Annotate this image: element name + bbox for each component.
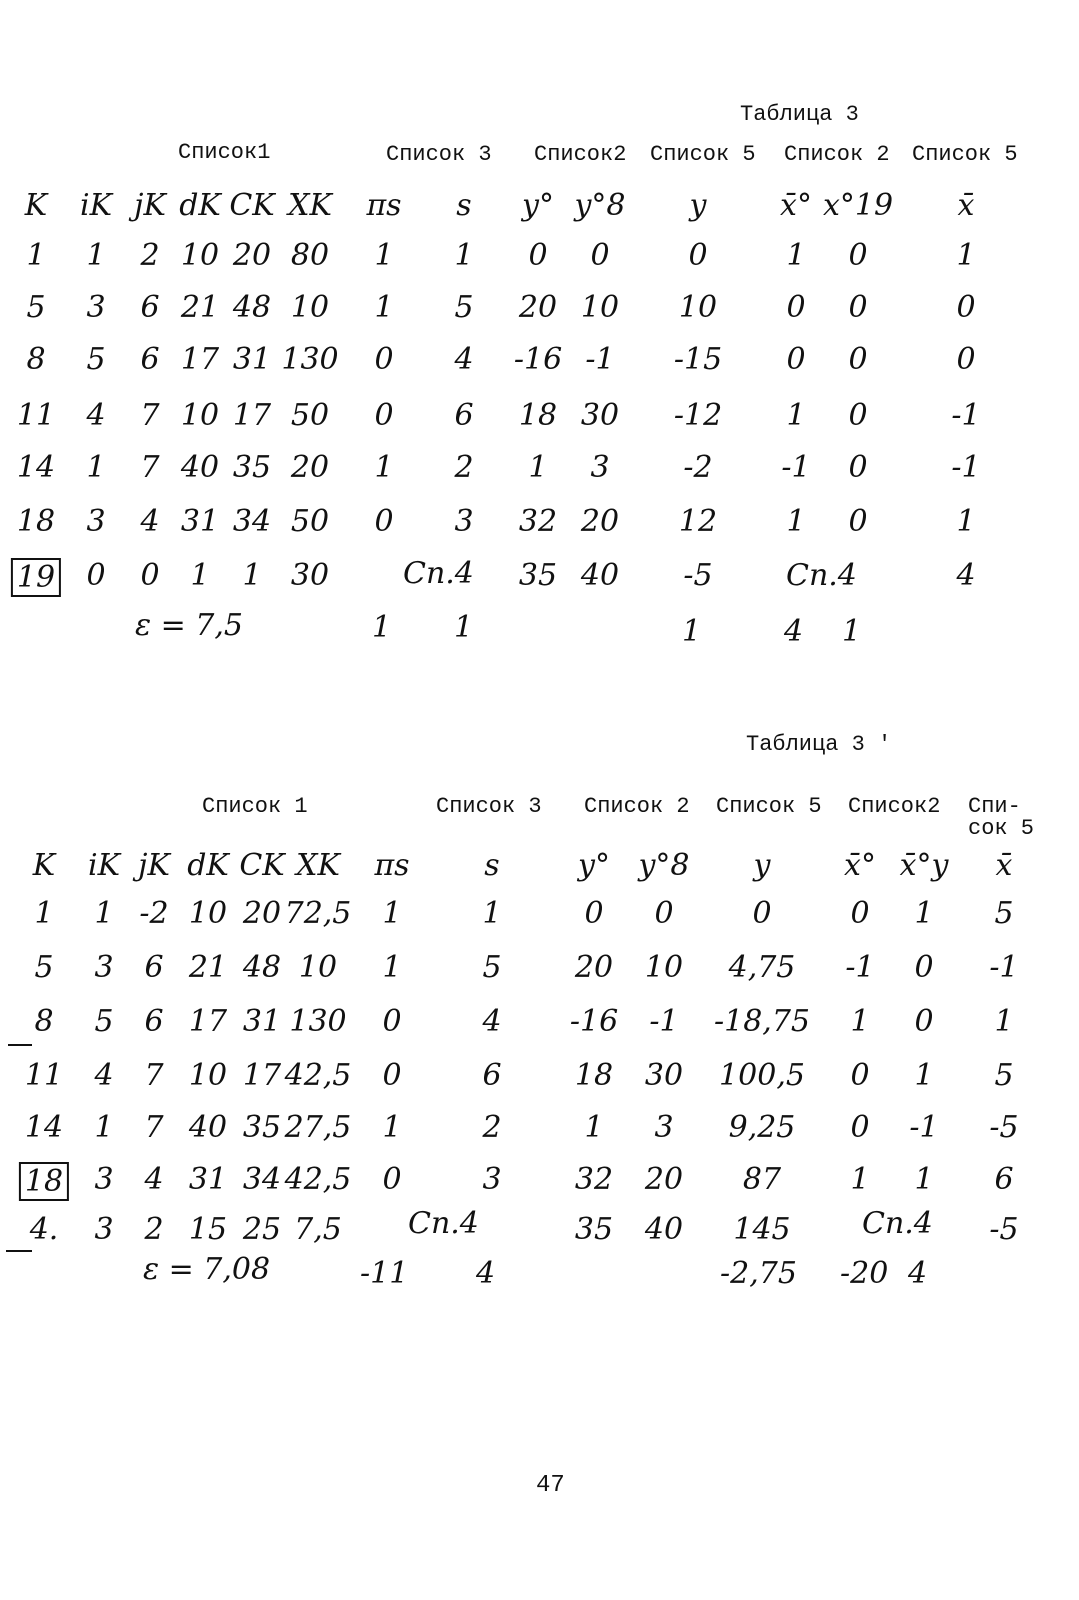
table2-cell-r5-c3: 31 (188, 1162, 228, 1197)
table2-cell-r5-c4: 34 (242, 1162, 282, 1197)
table2-cell-r5-c1: 3 (94, 1162, 114, 1197)
table2-cell-r2-c10: -18,75 (713, 1004, 811, 1039)
table1-cell-r2-c9: -1 (585, 342, 615, 377)
table2-cell-r3-c11: 0 (850, 1058, 870, 1093)
table2-cell-r4-c7: 2 (482, 1110, 502, 1145)
table2-cell-r0-c3: 10 (188, 896, 228, 931)
table1-cell-r5-c12: 0 (848, 504, 868, 539)
table2-header-1: iK (87, 848, 121, 883)
table1-cell-r5-c3: 31 (180, 504, 220, 539)
table1-cell-r5-c6: 0 (374, 504, 394, 539)
table2-sp-x: Сп.4 (862, 1206, 933, 1241)
table2-cell-r3-c5: 42,5 (284, 1058, 352, 1093)
table1-cell-r2-c6: 0 (374, 342, 394, 377)
table1-header-11: x̄° (780, 188, 812, 223)
table2-cell-r1-c8: 20 (574, 950, 614, 985)
table2-list-6a: Спи- (968, 794, 1021, 819)
table1-cell-r0-c3: 10 (180, 238, 220, 273)
table1-cell-r5-c13: 1 (956, 504, 976, 539)
table1-cell-r4-c8: 1 (528, 450, 548, 485)
table1-epsilon: ε = 7,5 (135, 608, 244, 643)
page-number: 47 (536, 1472, 565, 1499)
table2-list-2: Список 3 (436, 794, 542, 819)
table1-cell-r2-c3: 17 (180, 342, 220, 377)
table1-cell-r1-c12: 0 (848, 290, 868, 325)
table2-cell-r0-c8: 0 (584, 896, 604, 931)
table2-header-5: XK (296, 848, 340, 883)
table1-cell-r6-c8: 35 (518, 558, 558, 593)
table2-list-6b: сок 5 (968, 816, 1035, 841)
table1-list-1: Список1 (178, 140, 271, 165)
table2-cell-r2-c5: 130 (289, 1004, 347, 1039)
table1-sp-x: Сп.4 (786, 558, 857, 593)
table2-cell-r5-c5: 42,5 (284, 1162, 352, 1197)
table1-cell-r4-c12: 0 (848, 450, 868, 485)
table1-cell-r4-c2: 7 (140, 450, 160, 485)
table2-cell-r0-c10: 0 (752, 896, 772, 931)
table2-header-12: x̄°y (899, 848, 949, 883)
table1-cell-r6-c3: 1 (190, 558, 210, 593)
table1-cell-r2-c8: -16 (513, 342, 563, 377)
table1-cell-r5-c5: 50 (290, 504, 330, 539)
table1-header-13: x̄ (957, 188, 975, 223)
table2-cell-r6-c2: 2 (144, 1212, 164, 1247)
table1-cell-r6-c5: 30 (290, 558, 330, 593)
table1-sp-s: Сп.4 (403, 556, 474, 591)
table2-cell-r3-c13: 5 (994, 1058, 1014, 1093)
table1-cell-r0-c9: 0 (590, 238, 610, 273)
table2-cell-r2-c2: 6 (144, 1004, 164, 1039)
table2-cell-r1-c3: 21 (188, 950, 228, 985)
table1-list-4: Список 5 (650, 142, 756, 167)
table1-cell-r0-c8: 0 (528, 238, 548, 273)
table1-cell-r0-c11: 1 (786, 238, 806, 273)
table1-cell-r4-c9: 3 (590, 450, 610, 485)
table1-cell-r1-c7: 5 (454, 290, 474, 325)
table2-cell-r3-c3: 10 (188, 1058, 228, 1093)
table1-cell-r1-c13: 0 (956, 290, 976, 325)
table1-cell-r1-c9: 10 (580, 290, 620, 325)
table1-cell-r5-c7: 3 (454, 504, 474, 539)
table1-cell-r3-c2: 7 (140, 398, 160, 433)
table2-cell-r1-c6: 1 (382, 950, 402, 985)
table2-cell-r5-c11: 1 (850, 1162, 870, 1197)
table2-cell-r2-c1: 5 (94, 1004, 114, 1039)
table1-cell-r3-c0: 11 (16, 398, 56, 433)
table2-cell-r0-c7: 1 (482, 896, 502, 931)
table2-cell-r3-c7: 6 (482, 1058, 502, 1093)
table1-cell-r4-c7: 2 (454, 450, 474, 485)
table2-cell-r1-c9: 10 (644, 950, 684, 985)
table2-header-8: y° (578, 848, 610, 883)
table1-cell-r6-c0: 19 (11, 558, 61, 597)
table2-cell-r4-c9: 3 (654, 1110, 674, 1145)
table2-cell-r2-c7: 4 (482, 1004, 502, 1039)
table2-cell-r4-c12: -1 (909, 1110, 939, 1145)
table2-list-4: Список 5 (716, 794, 822, 819)
table1-cell-r3-c6: 0 (374, 398, 394, 433)
table1-footer-1: 1 (372, 610, 392, 645)
table1-cell-r2-c2: 6 (140, 342, 160, 377)
table2-cell-r3-c9: 30 (644, 1058, 684, 1093)
table1-header-2: jK (134, 188, 166, 223)
table1-cell-r3-c4: 17 (232, 398, 272, 433)
table1-cell-r1-c5: 10 (290, 290, 330, 325)
table2-cell-r1-c2: 6 (144, 950, 164, 985)
table1-cell-r0-c5: 80 (290, 238, 330, 273)
table2-cell-r0-c5: 72,5 (284, 896, 352, 931)
table2-list-1: Список 1 (202, 794, 308, 819)
margin-dash (6, 1250, 32, 1252)
table2-cell-r2-c12: 0 (914, 1004, 934, 1039)
table2-cell-r5-c6: 0 (382, 1162, 402, 1197)
table2-cell-r3-c8: 18 (574, 1058, 614, 1093)
table2-cell-r3-c6: 0 (382, 1058, 402, 1093)
table1-cell-r4-c10: -2 (683, 450, 713, 485)
table2-cell-r6-c5: 7,5 (294, 1212, 342, 1247)
table1-cell-r0-c4: 20 (232, 238, 272, 273)
table2-cell-r0-c4: 20 (242, 896, 282, 931)
table1-title: Таблица 3 (740, 102, 859, 127)
table2-cell-r5-c13: 6 (994, 1162, 1014, 1197)
table1-cell-r2-c13: 0 (956, 342, 976, 377)
table2-header-2: jK (138, 848, 170, 883)
table2-cell-r1-c10: 4,75 (728, 950, 796, 985)
table1-cell-r3-c9: 30 (580, 398, 620, 433)
table2-cell-r0-c1: 1 (94, 896, 114, 931)
table1-cell-r1-c3: 21 (180, 290, 220, 325)
table2-cell-r4-c6: 1 (382, 1110, 402, 1145)
table2-cell-r1-c5: 10 (298, 950, 338, 985)
table2-cell-r4-c10: 9,25 (728, 1110, 796, 1145)
table2-cell-r0-c13: 5 (994, 896, 1014, 931)
table1-cell-r4-c3: 40 (180, 450, 220, 485)
table2-cell-r2-c8: -16 (569, 1004, 619, 1039)
table2-cell-r4-c3: 40 (188, 1110, 228, 1145)
table2-header-6: πs (374, 848, 410, 883)
table1-cell-r0-c0: 1 (26, 238, 46, 273)
table1-header-3: dK (179, 188, 221, 223)
table2-cell-r6-c9: 40 (644, 1212, 684, 1247)
table2-header-13: x̄ (995, 848, 1013, 883)
table2-cell-r3-c0: 11 (24, 1058, 64, 1093)
table1-header-12: x°19 (822, 188, 894, 223)
table1-list-6: Список 5 (912, 142, 1018, 167)
table1-cell-r0-c2: 2 (140, 238, 160, 273)
table2-cell-r2-c3: 17 (188, 1004, 228, 1039)
table2-cell-r6-c4: 25 (242, 1212, 282, 1247)
table2-title: Таблица 3 ′ (746, 732, 892, 757)
table1-cell-r6-c13: 4 (956, 558, 976, 593)
table1-cell-r1-c6: 1 (374, 290, 394, 325)
table2-header-10: y (753, 848, 771, 883)
table1-cell-r4-c5: 20 (290, 450, 330, 485)
table1-header-1: iK (79, 188, 113, 223)
table1-cell-r6-c1: 0 (86, 558, 106, 593)
table1-cell-r0-c6: 1 (374, 238, 394, 273)
table2-list-5: Список2 (848, 794, 941, 819)
table2-cell-r4-c11: 0 (850, 1110, 870, 1145)
table1-cell-r3-c11: 1 (786, 398, 806, 433)
table1-header-7: s (456, 188, 472, 223)
table1-footer-4: 4 (784, 614, 804, 649)
table2-cell-r5-c7: 3 (482, 1162, 502, 1197)
table1-cell-r5-c1: 3 (86, 504, 106, 539)
table1-footer-2: 1 (454, 610, 474, 645)
table2-header-0: K (32, 848, 56, 883)
table2-sp-s: Сп.4 (408, 1206, 479, 1241)
table2-cell-r5-c9: 20 (644, 1162, 684, 1197)
table1-header-10: y (689, 188, 707, 223)
table1-cell-r5-c8: 32 (518, 504, 558, 539)
table1-header-0: K (24, 188, 48, 223)
table2-footer-5: 4 (908, 1256, 928, 1291)
table2-cell-r1-c1: 3 (94, 950, 114, 985)
table2-cell-r4-c1: 1 (94, 1110, 114, 1145)
table2-cell-r4-c2: 7 (144, 1110, 164, 1145)
table1-cell-r5-c4: 34 (232, 504, 272, 539)
table2-cell-r3-c2: 7 (144, 1058, 164, 1093)
table1-cell-r3-c1: 4 (86, 398, 106, 433)
table1-cell-r6-c10: -5 (683, 558, 713, 593)
table2-cell-r4-c8: 1 (584, 1110, 604, 1145)
table2-cell-r2-c0: 8 (34, 1004, 54, 1039)
table1-cell-r3-c8: 18 (518, 398, 558, 433)
table1-list-2: Список 3 (386, 142, 492, 167)
table2-cell-r2-c6: 0 (382, 1004, 402, 1039)
table2-list-3: Список 2 (584, 794, 690, 819)
table2-cell-r0-c0: 1 (34, 896, 54, 931)
table1-cell-r5-c10: 12 (678, 504, 718, 539)
table1-cell-r4-c13: -1 (951, 450, 981, 485)
table1-cell-r0-c7: 1 (454, 238, 474, 273)
table2-cell-r4-c13: -5 (989, 1110, 1019, 1145)
table1-cell-r3-c10: -12 (673, 398, 723, 433)
table2-cell-r1-c0: 5 (34, 950, 54, 985)
table2-header-3: dK (187, 848, 229, 883)
table2-cell-r6-c10: 145 (733, 1212, 791, 1247)
table2-cell-r5-c2: 4 (144, 1162, 164, 1197)
table2-cell-r3-c12: 1 (914, 1058, 934, 1093)
table2-footer-3: -2,75 (720, 1256, 797, 1291)
table2-header-9: y°8 (638, 848, 690, 883)
table1-cell-r0-c13: 1 (956, 238, 976, 273)
table1-header-8: y° (522, 188, 554, 223)
table1-cell-r3-c12: 0 (848, 398, 868, 433)
table2-cell-r3-c10: 100,5 (719, 1058, 805, 1093)
table2-cell-r6-c1: 3 (94, 1212, 114, 1247)
table1-header-6: πs (366, 188, 402, 223)
table1-cell-r3-c13: -1 (951, 398, 981, 433)
table2-cell-r2-c11: 1 (850, 1004, 870, 1039)
table1-cell-r3-c3: 10 (180, 398, 220, 433)
table1-cell-r2-c11: 0 (786, 342, 806, 377)
table2-cell-r1-c11: -1 (845, 950, 875, 985)
table2-cell-r4-c4: 35 (242, 1110, 282, 1145)
table1-cell-r6-c9: 40 (580, 558, 620, 593)
table2-cell-r1-c12: 0 (914, 950, 934, 985)
table1-cell-r3-c5: 50 (290, 398, 330, 433)
table1-cell-r4-c4: 35 (232, 450, 272, 485)
table2-cell-r4-c5: 27,5 (284, 1110, 352, 1145)
table1-cell-r5-c0: 18 (16, 504, 56, 539)
table1-header-9: y°8 (574, 188, 626, 223)
table2-cell-r5-c0: 18 (19, 1162, 69, 1201)
table1-cell-r4-c6: 1 (374, 450, 394, 485)
table1-cell-r0-c10: 0 (688, 238, 708, 273)
table2-cell-r6-c3: 15 (188, 1212, 228, 1247)
table2-cell-r5-c8: 32 (574, 1162, 614, 1197)
table1-cell-r3-c7: 6 (454, 398, 474, 433)
table2-cell-r1-c4: 48 (242, 950, 282, 985)
table1-cell-r1-c2: 6 (140, 290, 160, 325)
table1-cell-r4-c11: -1 (781, 450, 811, 485)
table1-cell-r6-c4: 1 (242, 558, 262, 593)
table2-cell-r1-c7: 5 (482, 950, 502, 985)
table2-cell-r4-c0: 14 (24, 1110, 64, 1145)
table2-header-7: s (484, 848, 500, 883)
table1-footer-5: 1 (842, 614, 862, 649)
table1-footer-3: 1 (682, 614, 702, 649)
table1-cell-r2-c1: 5 (86, 342, 106, 377)
table1-cell-r2-c7: 4 (454, 342, 474, 377)
table2-cell-r0-c12: 1 (914, 896, 934, 931)
table2-cell-r2-c4: 31 (242, 1004, 282, 1039)
table1-cell-r4-c0: 14 (16, 450, 56, 485)
table2-cell-r2-c9: -1 (649, 1004, 679, 1039)
table1-cell-r1-c4: 48 (232, 290, 272, 325)
table1-cell-r2-c5: 130 (281, 342, 339, 377)
table2-cell-r3-c1: 4 (94, 1058, 114, 1093)
table1-cell-r1-c8: 20 (518, 290, 558, 325)
table1-list-3: Список2 (534, 142, 627, 167)
table2-cell-r6-c13: -5 (989, 1212, 1019, 1247)
table2-cell-r0-c2: -2 (139, 896, 169, 931)
table2-cell-r6-c0: 4. (29, 1212, 59, 1247)
table2-cell-r5-c10: 87 (742, 1162, 782, 1197)
table2-header-4: CK (239, 848, 285, 883)
table1-cell-r2-c0: 8 (26, 342, 46, 377)
table2-cell-r2-c13: 1 (994, 1004, 1014, 1039)
table2-epsilon: ε = 7,08 (143, 1252, 271, 1287)
table1-cell-r2-c10: -15 (673, 342, 723, 377)
table1-cell-r0-c1: 1 (86, 238, 106, 273)
table1-cell-r5-c11: 1 (786, 504, 806, 539)
table1-cell-r1-c11: 0 (786, 290, 806, 325)
table2-cell-r6-c8: 35 (574, 1212, 614, 1247)
table1-cell-r0-c12: 0 (848, 238, 868, 273)
table1-cell-r5-c9: 20 (580, 504, 620, 539)
table1-header-5: XK (288, 188, 332, 223)
table2-cell-r1-c13: -1 (989, 950, 1019, 985)
table1-cell-r1-c0: 5 (26, 290, 46, 325)
table2-cell-r3-c4: 17 (242, 1058, 282, 1093)
table1-cell-r2-c4: 31 (232, 342, 272, 377)
table2-header-11: x̄° (844, 848, 876, 883)
table2-footer-2: 4 (476, 1256, 496, 1291)
table2-footer-1: -11 (360, 1256, 409, 1291)
table1-cell-r2-c12: 0 (848, 342, 868, 377)
table1-cell-r4-c1: 1 (86, 450, 106, 485)
margin-dash (8, 1044, 32, 1046)
table2-footer-4: -20 (840, 1256, 889, 1291)
table1-list-5: Список 2 (784, 142, 890, 167)
table2-cell-r5-c12: 1 (914, 1162, 934, 1197)
table2-cell-r0-c9: 0 (654, 896, 674, 931)
table1-header-4: CK (229, 188, 275, 223)
table1-cell-r6-c2: 0 (140, 558, 160, 593)
table1-cell-r1-c1: 3 (86, 290, 106, 325)
table2-cell-r0-c6: 1 (382, 896, 402, 931)
table1-cell-r5-c2: 4 (140, 504, 160, 539)
table2-cell-r0-c11: 0 (850, 896, 870, 931)
table1-cell-r1-c10: 10 (678, 290, 718, 325)
